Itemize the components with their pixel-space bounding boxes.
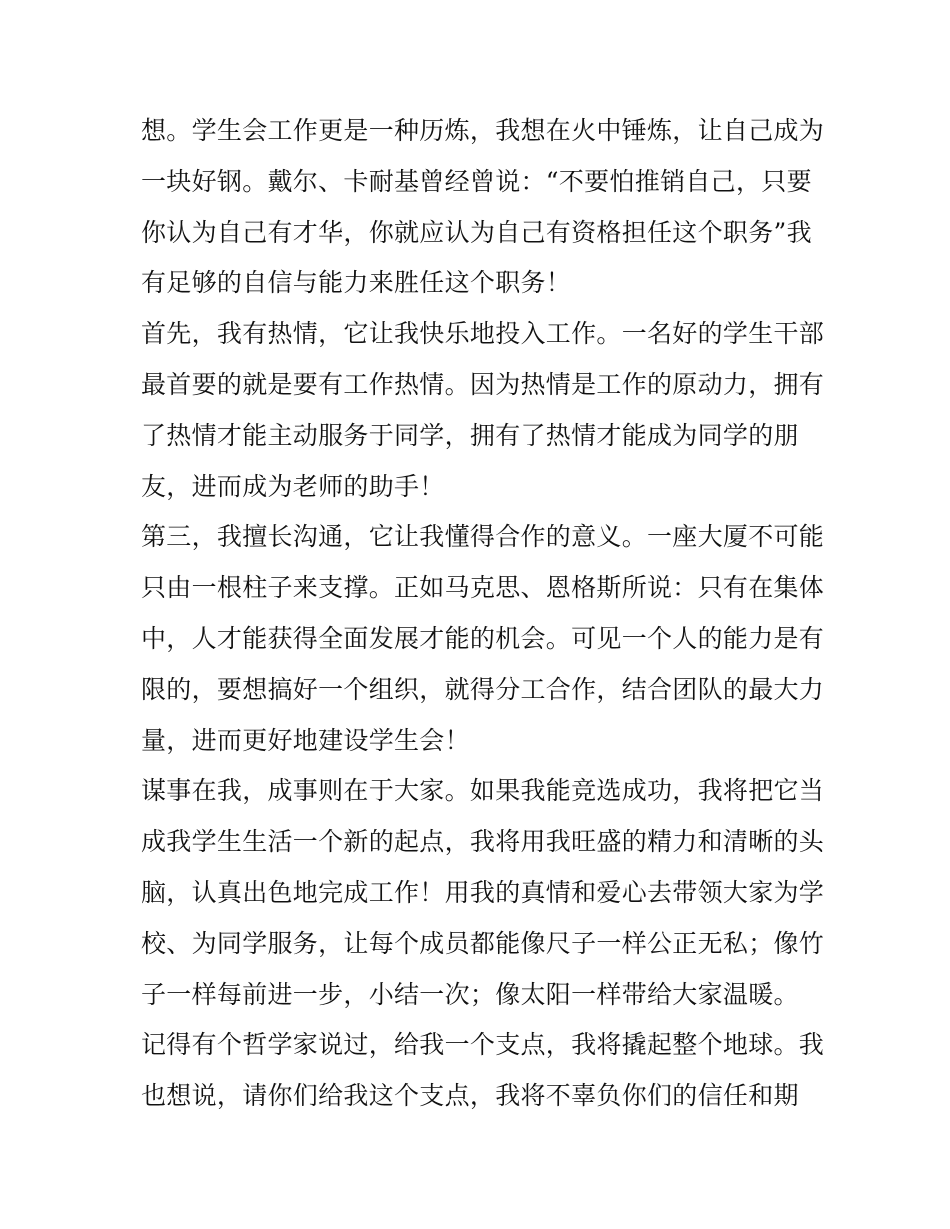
text-line: 一块好钢。戴尔、卡耐基曾经曾说：“不要怕推销自己，只要 [141, 166, 812, 196]
text-line: 脑，认真出色地完成工作！用我的真情和爱心去带领大家为学 [141, 877, 825, 907]
text-line: 第三，我擅长沟通，它让我懂得合作的意义。一座大厦不可能 [141, 522, 825, 552]
text-line: 校、为同学服务，让每个成员都能像尺子一样公正无私；像竹 [141, 928, 825, 958]
text-line: 谋事在我，成事则在于大家。如果我能竞选成功，我将把它当 [141, 776, 825, 806]
text-line: 了热情才能主动服务于同学，拥有了热情才能成为同学的朋 [141, 420, 799, 450]
text-line: 记得有个哲学家说过，给我一个支点，我将撬起整个地球。我 [141, 1030, 825, 1060]
text-line: 友，进而成为老师的助手！ [141, 471, 445, 501]
text-line: 想。学生会工作更是一种历炼，我想在火中锤炼，让自己成为 [141, 116, 825, 145]
document-body [141, 106, 825, 1122]
text-line: 也想说，请你们给我这个支点，我将不辜负你们的信任和期 [141, 1081, 799, 1111]
text-line: 有足够的自信与能力来胜任这个职务！ [141, 268, 572, 298]
text-line: 最首要的就是要有工作热情。因为热情是工作的原动力，拥有 [141, 369, 825, 399]
text-line: 你认为自己有才华，你就应认为自己有资格担任这个职务”我 [141, 217, 812, 247]
text-line: 中，人才能获得全面发展才能的机会。可见一个人的能力是有 [141, 623, 825, 653]
text-line: 子一样每前进一步，小结一次；像太阳一样带给大家温暖。 [141, 979, 799, 1009]
text-line: 首先，我有热情，它让我快乐地投入工作。一名好的学生干部 [141, 319, 825, 349]
text-line: 量，进而更好地建设学生会！ [141, 725, 470, 755]
text-line: 成我学生生活一个新的起点，我将用我旺盛的精力和清晰的头 [141, 827, 825, 857]
text-line: 只由一根柱子来支撑。正如马克思、恩格斯所说：只有在集体 [141, 573, 825, 603]
text-line: 限的，要想搞好一个组织，就得分工合作，结合团队的最大力 [141, 674, 825, 704]
